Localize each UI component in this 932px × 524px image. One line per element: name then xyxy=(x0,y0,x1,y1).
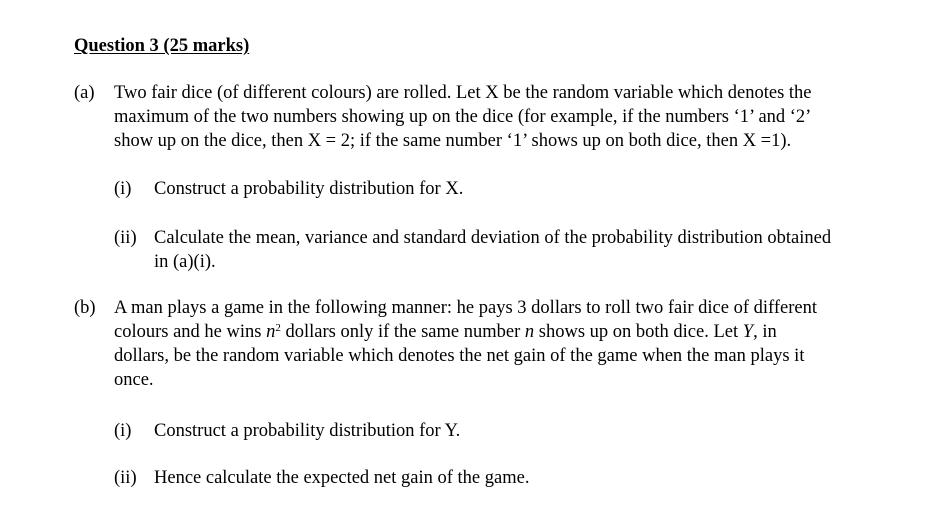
variable-y: Y xyxy=(742,322,754,342)
part-a-ii-line-2: in (a)(i). xyxy=(154,252,216,272)
part-b-line-3: dollars, be the random variable which denotes the net gain of the game when the man plays it xyxy=(114,346,805,366)
part-b-label: (b) xyxy=(74,298,96,318)
part-b-line-2-a: colours and he wins xyxy=(114,322,267,342)
exponent-2: 2 xyxy=(275,322,281,334)
part-a-ii-body xyxy=(154,226,892,274)
part-b-line-2-d: , in xyxy=(753,322,777,342)
part-b-line-1: A man plays a game in the following manner: he pays 3 dollars to roll two fair dice of different xyxy=(114,298,817,318)
part-b-line-2 xyxy=(114,320,892,344)
part-a-line-1: Two fair dice (of different colours) are rolled. Let X be the random variable which denotes the xyxy=(114,83,812,103)
part-a-i-text: Construct a probability distribution for X. xyxy=(154,179,464,199)
part-b-ii-label: (ii) xyxy=(114,468,137,488)
part-b-i-label: (i) xyxy=(114,421,132,441)
part-a-body xyxy=(114,81,892,153)
part-a-ii-label: (ii) xyxy=(114,228,137,248)
part-b-i-text: Construct a probability distribution for Y. xyxy=(154,421,461,441)
part-a-i-label: (i) xyxy=(114,179,132,199)
part-b-body xyxy=(114,296,892,392)
part-a-line-2: maximum of the two numbers showing up on the dice (for example, if the numbers ‘1’ and ‘2’ xyxy=(114,107,812,127)
part-b-line-2-b: dollars only if the same number xyxy=(280,322,525,342)
variable-n-2: n xyxy=(524,322,535,342)
part-b-ii-text: Hence calculate the expected net gain of the game. xyxy=(154,468,530,488)
part-a-ii-line-1: Calculate the mean, variance and standard deviation of the probability distribution obtained xyxy=(154,228,832,248)
part-a-line-3: show up on the dice, then X = 2; if the same number ‘1’ shows up on both dice, then X =1). xyxy=(114,131,792,151)
variable-n: n xyxy=(266,322,276,342)
part-b-line-2-c: shows up on both dice. Let xyxy=(534,322,743,342)
part-b-line-4: once. xyxy=(114,370,154,390)
question-title: Question 3 (25 marks) xyxy=(74,36,250,56)
part-a-label: (a) xyxy=(74,83,95,103)
